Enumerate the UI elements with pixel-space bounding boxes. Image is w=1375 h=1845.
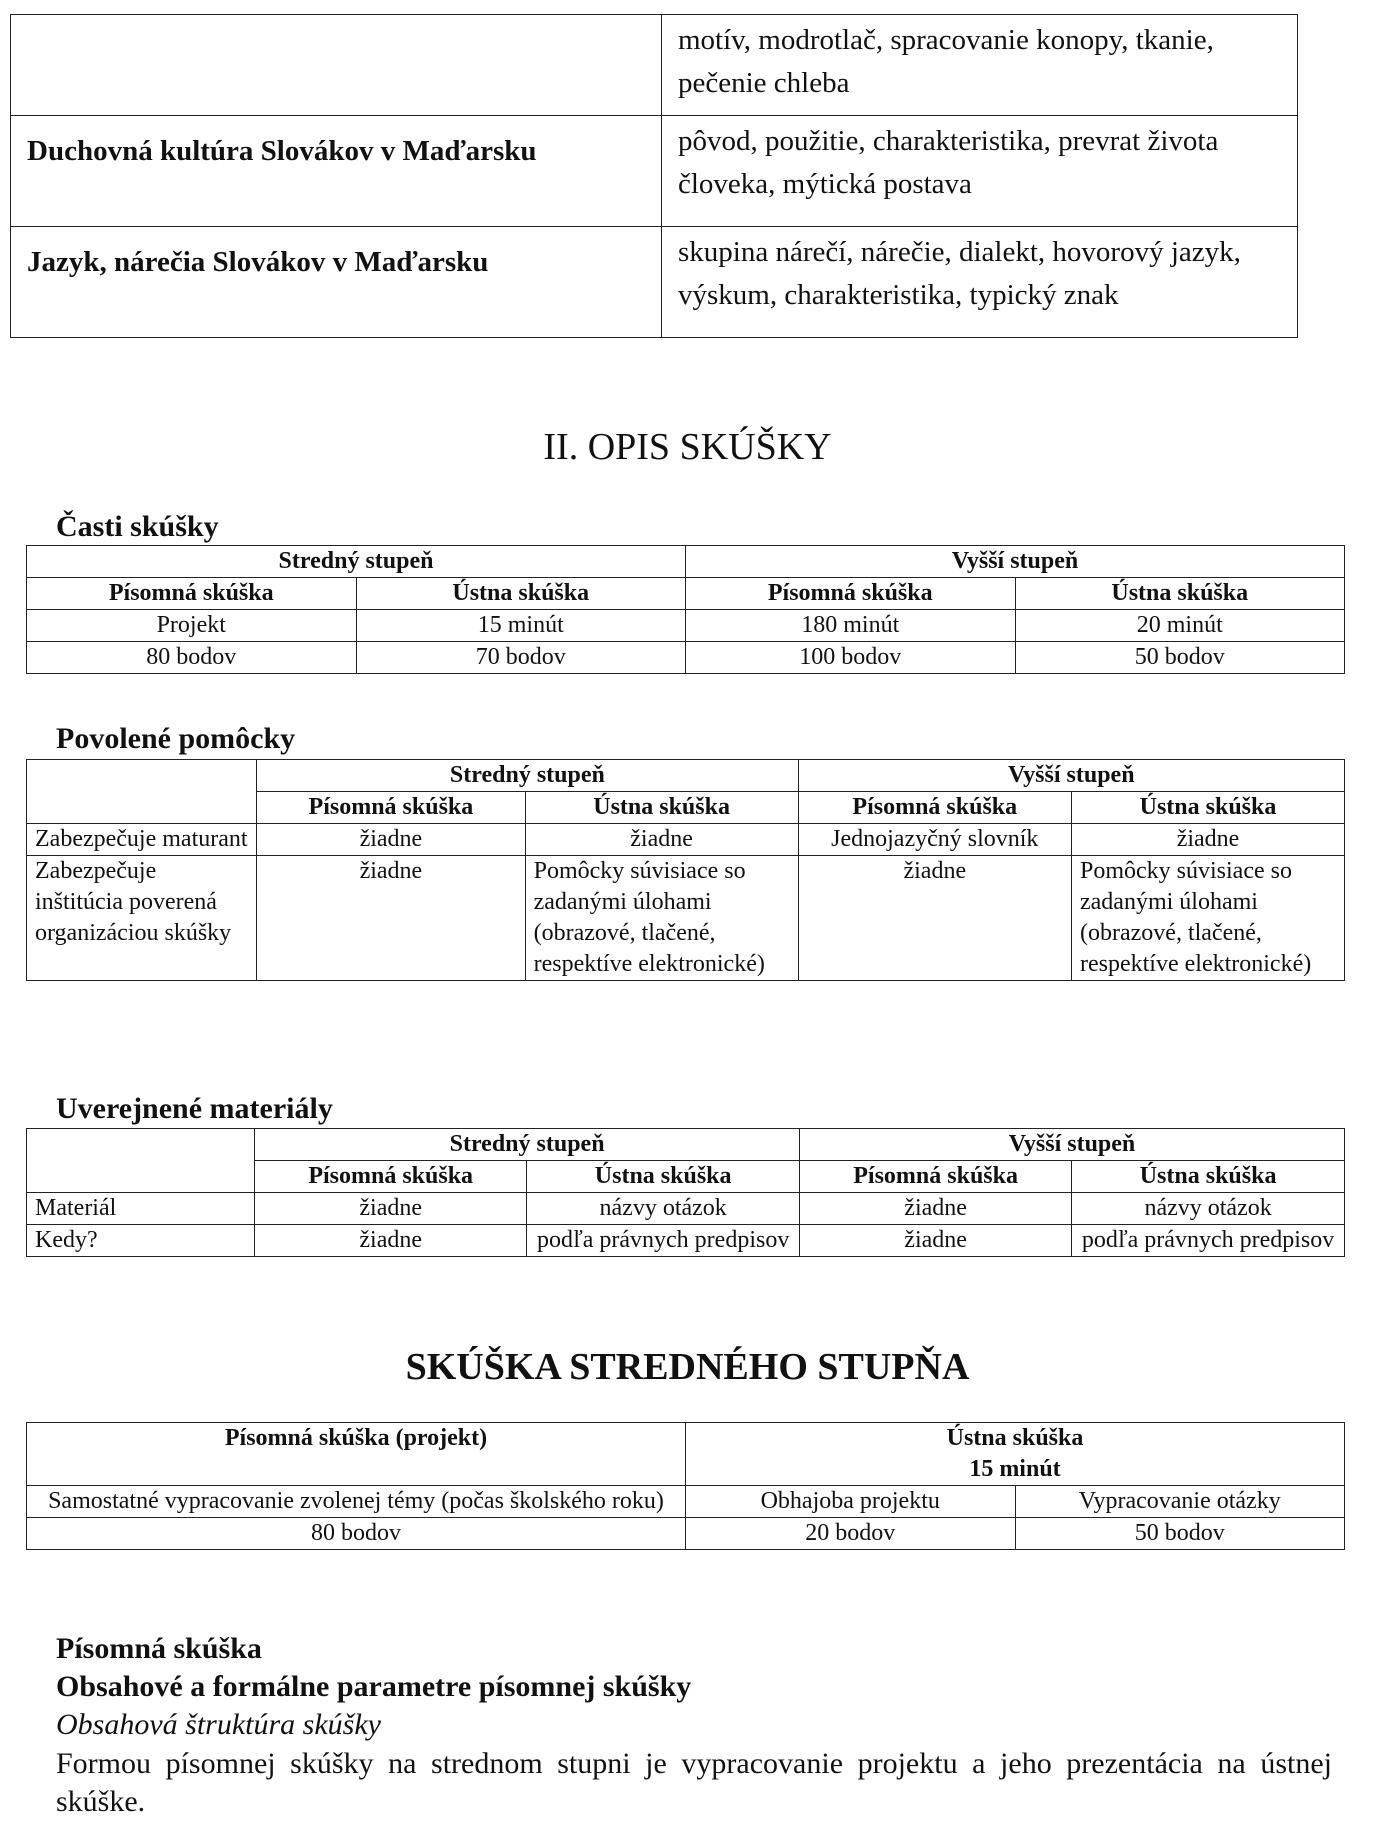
row-label: Materiál: [27, 1193, 255, 1225]
col-written: Písomná skúška: [798, 792, 1071, 824]
table-cell: 70 bodov: [356, 642, 686, 674]
col-oral: Ústna skúška: [1072, 792, 1345, 824]
level-high: Vyšší stupeň: [798, 760, 1344, 792]
written-subheading: Obsahové a formálne parametre písomnej skúšky: [56, 1670, 692, 1703]
col-oral: Ústna skúška: [1015, 578, 1345, 610]
topic-description: pôvod, použitie, charakteristika, prevrat života človeka, mýtická postava: [662, 116, 1298, 227]
topic-description: skupina nárečí, nárečie, dialekt, hovorový jazyk, výskum, charakteristika, typický znak: [662, 227, 1298, 338]
table-row: [27, 1129, 1345, 1161]
table-row: [27, 546, 1345, 578]
row-label: Kedy?: [27, 1225, 255, 1257]
table-row: [27, 1486, 1345, 1518]
table-cell: názvy otázok: [1072, 1193, 1345, 1225]
table-cell: Jednojazyčný slovník: [798, 824, 1071, 856]
topic-label: Jazyk, nárečia Slovákov v Maďarsku: [11, 227, 662, 338]
level-mid: Stredný stupeň: [27, 546, 686, 578]
col-oral-time: 15 minút: [969, 1456, 1061, 1482]
table-row: [11, 15, 1298, 116]
topic-label: Duchovná kultúra Slovákov v Maďarsku: [11, 116, 662, 227]
written-paragraph: Formou písomnej skúšky na strednom stupni je vypracovanie projektu a jeho prezentácia na ústnej skúške.: [56, 1747, 1332, 1818]
table-cell: 80 bodov: [27, 1518, 686, 1550]
table-cell: Projekt: [27, 610, 357, 642]
col-written: Písomná skúška: [255, 1161, 527, 1193]
level-mid: Stredný stupeň: [257, 760, 798, 792]
table-row: [27, 610, 1345, 642]
table-cell: 80 bodov: [27, 642, 357, 674]
written-italic-heading: Obsahová štruktúra skúšky: [56, 1708, 381, 1741]
oral-part-question: Vypracovanie otázky: [1015, 1486, 1345, 1518]
aids-heading: Povolené pomôcky: [56, 722, 296, 755]
col-written: Písomná skúška: [686, 578, 1016, 610]
table-cell: žiadne: [800, 1193, 1072, 1225]
parts-table: [26, 545, 1345, 674]
aids-table: [26, 759, 1345, 981]
table-cell: žiadne: [525, 824, 798, 856]
table-cell: 180 minút: [686, 610, 1016, 642]
table-cell: žiadne: [257, 856, 525, 981]
topic-label: [11, 15, 662, 116]
table-cell: podľa právnych predpisov: [527, 1225, 800, 1257]
col-oral: Ústna skúška: [525, 792, 798, 824]
table-cell: Pomôcky súvisiace so zadanými úlohami (obrazové, tlačené, respektíve elektronické): [1072, 856, 1345, 981]
col-oral: Ústna skúška: [1072, 1161, 1345, 1193]
published-heading: Uverejnené materiály: [56, 1092, 333, 1125]
col-oral: Ústna skúška: [527, 1161, 800, 1193]
level-high: Vyšší stupeň: [800, 1129, 1345, 1161]
mid-exam-table: [26, 1422, 1345, 1550]
table-row: [27, 1193, 1345, 1225]
col-oral: [686, 1423, 1345, 1486]
col-written: Písomná skúška: [800, 1161, 1072, 1193]
table-cell: 100 bodov: [686, 642, 1016, 674]
table-row: [27, 760, 1345, 792]
table-cell: 15 minút: [356, 610, 686, 642]
mid-exam-title: SKÚŠKA STREDNÉHO STUPŇA: [405, 1346, 970, 1388]
table-row: [27, 642, 1345, 674]
empty-corner: [27, 760, 257, 824]
row-label: Zabezpečuje inštitúcia poverená organizáciou skúšky: [27, 856, 257, 981]
topics-table: [10, 14, 1298, 338]
col-oral: Ústna skúška: [356, 578, 686, 610]
table-cell: žiadne: [257, 824, 525, 856]
oral-part-defense: Obhajoba projektu: [686, 1486, 1016, 1518]
table-cell: 20 minút: [1015, 610, 1345, 642]
table-cell: žiadne: [1072, 824, 1345, 856]
table-row: [27, 824, 1345, 856]
written-description: Samostatné vypracovanie zvolenej témy (počas školského roku): [27, 1486, 686, 1518]
table-cell: 50 bodov: [1015, 642, 1345, 674]
table-cell: žiadne: [800, 1225, 1072, 1257]
table-cell: 20 bodov: [686, 1518, 1016, 1550]
written-heading: Písomná skúška: [56, 1632, 262, 1665]
row-label: Zabezpečuje maturant: [27, 824, 257, 856]
col-written: Písomná skúška: [257, 792, 525, 824]
section-title: II. OPIS SKÚŠKY: [543, 426, 832, 468]
topic-description: motív, modrotlač, spracovanie konopy, tkanie, pečenie chleba: [662, 15, 1298, 116]
table-row: [27, 1225, 1345, 1257]
col-written: Písomná skúška: [27, 578, 357, 610]
table-row: [11, 227, 1298, 338]
table-cell: žiadne: [798, 856, 1071, 981]
parts-heading: Časti skúšky: [56, 510, 219, 543]
table-cell: žiadne: [255, 1225, 527, 1257]
table-cell: 50 bodov: [1015, 1518, 1345, 1550]
table-row: [11, 116, 1298, 227]
level-high: Vyšší stupeň: [686, 546, 1345, 578]
empty-corner: [27, 1129, 255, 1193]
table-cell: názvy otázok: [527, 1193, 800, 1225]
level-mid: Stredný stupeň: [255, 1129, 800, 1161]
col-written: Písomná skúška (projekt): [27, 1423, 686, 1486]
table-cell: podľa právnych predpisov: [1072, 1225, 1345, 1257]
table-cell: žiadne: [255, 1193, 527, 1225]
table-row: [27, 1518, 1345, 1550]
table-row: [27, 1423, 1345, 1486]
table-row: [27, 578, 1345, 610]
published-table: [26, 1128, 1345, 1257]
col-oral-label: Ústna skúška: [946, 1425, 1084, 1451]
table-row: [27, 856, 1345, 981]
table-cell: Pomôcky súvisiace so zadanými úlohami (obrazové, tlačené, respektíve elektronické): [525, 856, 798, 981]
